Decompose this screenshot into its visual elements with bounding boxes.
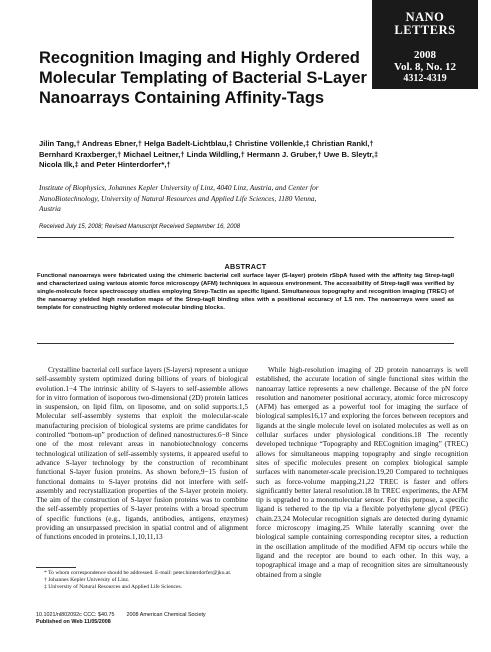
footnote-dagger: † Johannes Kepler University of Linz. bbox=[44, 577, 130, 584]
body-column-right bbox=[256, 365, 468, 579]
journal-badge bbox=[372, 0, 478, 89]
copyright: 2008 American Chemical Society bbox=[126, 612, 206, 618]
journal-year: 2008 bbox=[414, 49, 436, 61]
body-paragraph: While high-resolution imaging of 2D protein nanoarrays is well established, the accurate location of single functional sites within the nanoarray lattice represents a new challenge. Because of the pN force resolution and nanometer positional accuracy, atomic force microscopy (AFM) has emerged as a powerful tool for imaging the surface of biological samples16,17 and exploring the forces between receptors and ligands at the single molecule level on isolated molecules as well as on cellular surfaces under physiological conditions.18 The recently developed technique “Topography and RECognition imaging” (TREC) allows for simultaneous mapping topography and single recognition sites of specific molecules present on complex biological sample surfaces with nanometer-scale precision.19,20 Compared to techniques such as force-volume mapping,21,22 TREC is faster and offers significantly better lateral resolution.18 In TREC experiments, the AFM tip is upgraded to a monomolecular sensor. For this purpose, a specific ligand is tethered to the tip via a flexible polyethylene glycol (PEG) chain.23,24 Molecular recognition signals are detected during dynamic force microscopy imaging.25 While laterally scanning over the biological sample containing corresponding receptor sites, a reduction in the oscillation amplitude of the modified AFM tip occurs while the ligand and the receptor are bound to each other. In this way, a topographical image and a map of recognition sites are simultaneously obtained from a single bbox=[256, 365, 468, 579]
footnotes bbox=[36, 570, 248, 591]
body-column-left bbox=[36, 365, 248, 542]
received-dates: Received July 15, 2008; Revised Manuscript Received September 16, 2008 bbox=[39, 224, 241, 230]
body-paragraph: Crystalline bacterial cell surface layers (S-layers) represent a unique self-assembly system optimized during billions of years of biological evolution.1−4 The intrinsic ability of S-layers to self-assemble allows for in vitro formation of isoporous two-dimensional (2D) protein lattices in suspension, on lipid film, on liposome, and on solid supports.1,5 Molecular self-assembly systems that exploit the molecular-scale manufacturing precision of biological systems are prime candidates for controlled “bottom-up” production of defined nanostructures.6−8 Since one of the most relevant areas in nanobiotechnology concerns technological utilization of self-assembly systems, it appeared useful to advance S-layer technology by the construction of recombinant functional S-layer fusion proteins. As shown before,9−15 fusion of functional domains to S-layer proteins did not interfere with self-assembly and recrystallization properties of the S-layer protein moiety. The aim of the construction of S-layer fusion proteins was to combine the self-assembly properties of S-layer proteins with a broad spectrum of specific functions (e.g., ligands, antibodies, antigens, enzymes) providing an unsurpassed precision in spatial control and of alignment of functions encoded in proteins.1,10,11,13 bbox=[36, 365, 248, 542]
affiliation: Institute of Biophysics, Johannes Kepler University of Linz, 4040 Linz, Austria, and Center for NanoBiotechnology, University of Natural Resources and Applied Life Sciences, 1180 Vienna, Austria bbox=[39, 183, 319, 213]
footnote-ddagger: ‡ University of Natural Resources and Applied Life Sciences. bbox=[44, 584, 183, 591]
abstract-text: Functional nanoarrays were fabricated using the chimeric bacterial cell surface layer (S-layer) protein rSbpA fused with the affinity tag Strep-tagII and characterized using various atomic force microscopy (AFM) techniques in aqueous environment. The accessibility of Strep-tagII was verified by single-molecule force spectroscopy studies employing Strep-Tactin as specific ligand. Simultaneous topography and recognition imaging (TREC) of the nanoarray yielded high resolution maps of the Strep-tagII binding sites with a positional accuracy of 1.5 nm. The nanoarrays were used as template for constructing highly ordered molecular binding blocks. bbox=[37, 273, 454, 311]
doi-line bbox=[36, 612, 456, 626]
article-title: Recognition Imaging and Highly Ordered Molecular Templating of Bacterial S-Layer Nanoarrays Containing Affinity-Tags bbox=[39, 49, 367, 107]
published-date: Published on Web 11/05/2008 bbox=[36, 619, 111, 625]
footnote-rule bbox=[36, 567, 76, 568]
abstract-heading: ABSTRACT bbox=[224, 262, 267, 271]
doi-code: 10.1021/nl802092c CCC: $40.75 bbox=[36, 612, 115, 618]
footnote-correspondence: * To whom correspondence should be addressed. E-mail: peter.hinterdorfer@jku.at. bbox=[44, 570, 232, 576]
abstract-bottom-rule bbox=[37, 343, 454, 344]
journal-pages: 4312-4319 bbox=[403, 73, 447, 84]
journal-name: NANO LETTERS bbox=[394, 10, 456, 37]
journal-volume: Vol. 8, No. 12 bbox=[394, 61, 456, 73]
author-list: Jilin Tang,† Andreas Ebner,† Helga Badelt-Lichtblau,‡ Christine Völlenkle,‡ Christian Rankl,† Bernhard Kraxberger,† Michael Leitner,† Linda Wildling,† Hermann J. Gruber,† Uwe B. Sleytr,‡ Nicola Ilk,‡ and Peter Hinterdorfer*,† bbox=[39, 139, 379, 170]
abstract-top-rule bbox=[37, 237, 454, 238]
